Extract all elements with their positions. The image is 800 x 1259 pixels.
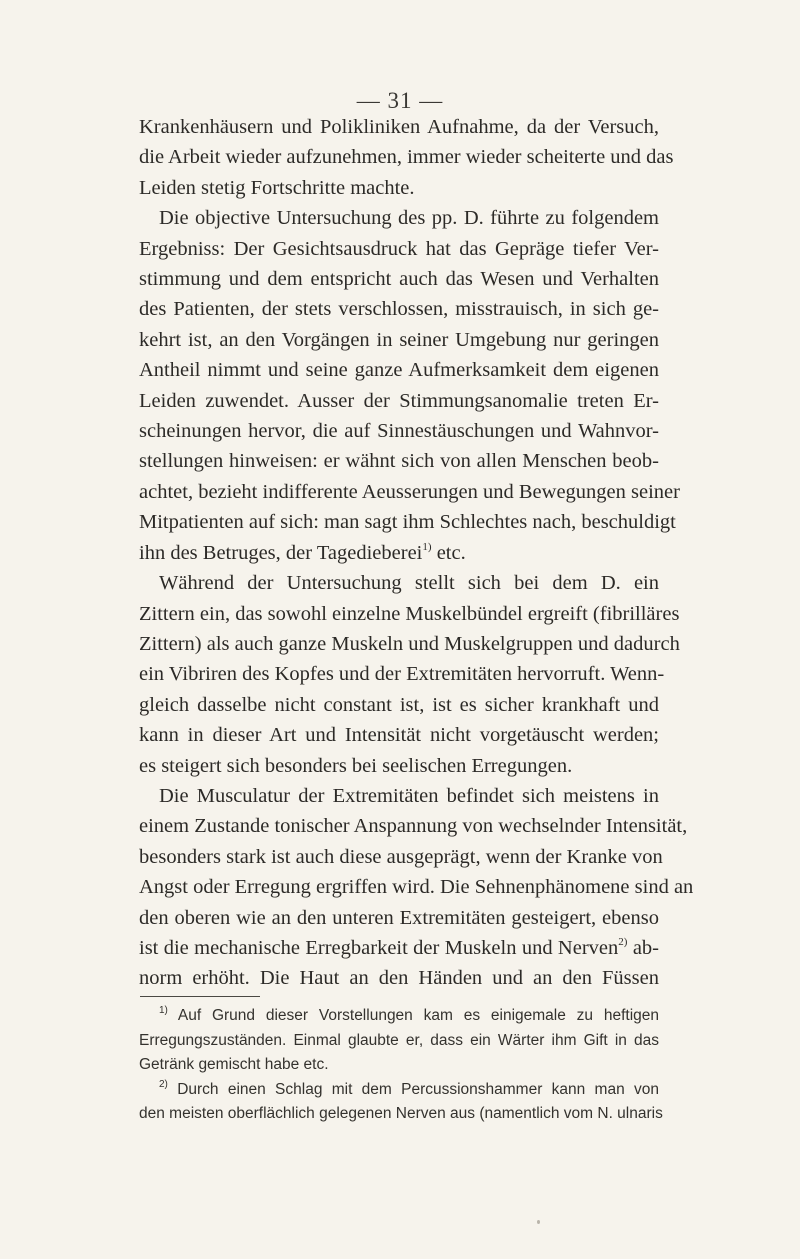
body-text (139, 112, 694, 994)
body-line: achtet, bezieht indifferente Aeusserungen und Bewegungen seiner (139, 480, 680, 503)
body-line-tail: etc. (436, 541, 466, 564)
body-line: kehrt ist, an den Vorgängen in seiner Umgebung nur geringen (139, 328, 659, 351)
footnote-2-number: 2) (159, 1078, 168, 1090)
body-line: den oberen wie an den unteren Extremitäten gesteigert, ebenso (139, 906, 659, 929)
body-line: einem Zustande tonischer Anspannung von wechselnder Intensität, (139, 815, 688, 838)
footnote-line: Getränk gemischt habe etc. (139, 1056, 329, 1073)
paper-speck (537, 1220, 540, 1224)
footnote-line: Erregungszuständen. Einmal glaubte er, dass ein Wärter ihm Gift in das (139, 1031, 659, 1049)
body-line-text: ist die mechanische Erregbarkeit der Muskeln und Nerven (139, 936, 619, 959)
body-line: scheinungen hervor, die auf Sinnestäuschungen und Wahnvor- (139, 420, 659, 443)
body-line: stellungen hinweisen: er wähnt sich von allen Menschen beob- (139, 450, 659, 473)
footnote-line: Durch einen Schlag mit dem Percussionshammer kann man von (177, 1080, 659, 1098)
footnote-line: den meisten oberflächlich gelegenen Nerven aus (namentlich vom N. ulnaris (139, 1105, 663, 1122)
body-line: Leiden zuwendet. Ausser der Stimmungsanomalie treten Er- (139, 389, 659, 412)
body-line: gleich dasselbe nicht constant ist, ist es sicher krankhaft und (139, 693, 659, 716)
body-line: Während der Untersuchung stellt sich bei dem D. ein (159, 572, 659, 595)
footnote-divider (140, 996, 260, 997)
body-line: besonders stark ist auch diese ausgeprägt, wenn der Kranke von (139, 845, 663, 868)
body-line (139, 933, 659, 963)
body-line: Die Musculatur der Extremitäten befindet sich meistens in (159, 784, 659, 807)
footnote-1-number: 1) (159, 1005, 168, 1016)
body-line: Zittern ein, das sowohl einzelne Muskelbündel ergreift (fibrilläres (139, 602, 680, 625)
body-line (139, 538, 659, 568)
footnote-1 (139, 1004, 659, 1029)
body-line: ein Vibriren des Kopfes und der Extremitäten hervorruft. Wenn- (139, 663, 665, 686)
body-line: Krankenhäusern und Polikliniken Aufnahme, da der Versuch, (139, 116, 659, 138)
body-line-tail: ab- (632, 936, 659, 959)
body-line: Mitpatienten auf sich: man sagt ihm Schlechtes nach, beschuldigt (139, 511, 676, 534)
body-line: norm erhöht. Die Haut an den Händen und an den Füssen (139, 967, 659, 990)
footnote-2 (139, 1078, 659, 1103)
footnotes (139, 1004, 663, 1127)
footnote-line: Auf Grund dieser Vorstellungen kam es einigemale zu heftigen (177, 1007, 660, 1024)
page-number: — 31 — (356, 88, 444, 113)
body-line: es steigert sich besonders bei seelischen Erregungen. (139, 754, 573, 777)
body-line: die Arbeit wieder aufzunehmen, immer wieder scheiterte und das (139, 146, 674, 169)
body-line: Angst oder Erregung ergriffen wird. Die Sehnenphänomene sind an (139, 876, 694, 899)
body-line: stimmung und dem entspricht auch das Wesen und Verhalten (139, 268, 659, 291)
body-line: Leiden stetig Fortschritte machte. (139, 176, 415, 199)
footnote-ref-1: 1) (422, 540, 432, 553)
body-line: Ergebniss: Der Gesichtsausdruck hat das Gepräge tiefer Ver- (139, 237, 659, 260)
body-line: kann in dieser Art und Intensität nicht vorgetäuscht werden; (139, 724, 659, 747)
footnote-ref-2: 2) (618, 935, 628, 948)
body-line: Antheil nimmt und seine ganze Aufmerksamkeit dem eigenen (139, 359, 659, 382)
body-line: Die objective Untersuchung des pp. D. führte zu folgendem (159, 207, 659, 230)
body-line-text: ihn des Betruges, der Tagedieberei (139, 541, 423, 564)
body-line: Zittern) als auch ganze Muskeln und Muskelgruppen und dadurch (139, 632, 680, 655)
body-line: des Patienten, der stets verschlossen, misstrauisch, in sich ge- (139, 298, 659, 321)
